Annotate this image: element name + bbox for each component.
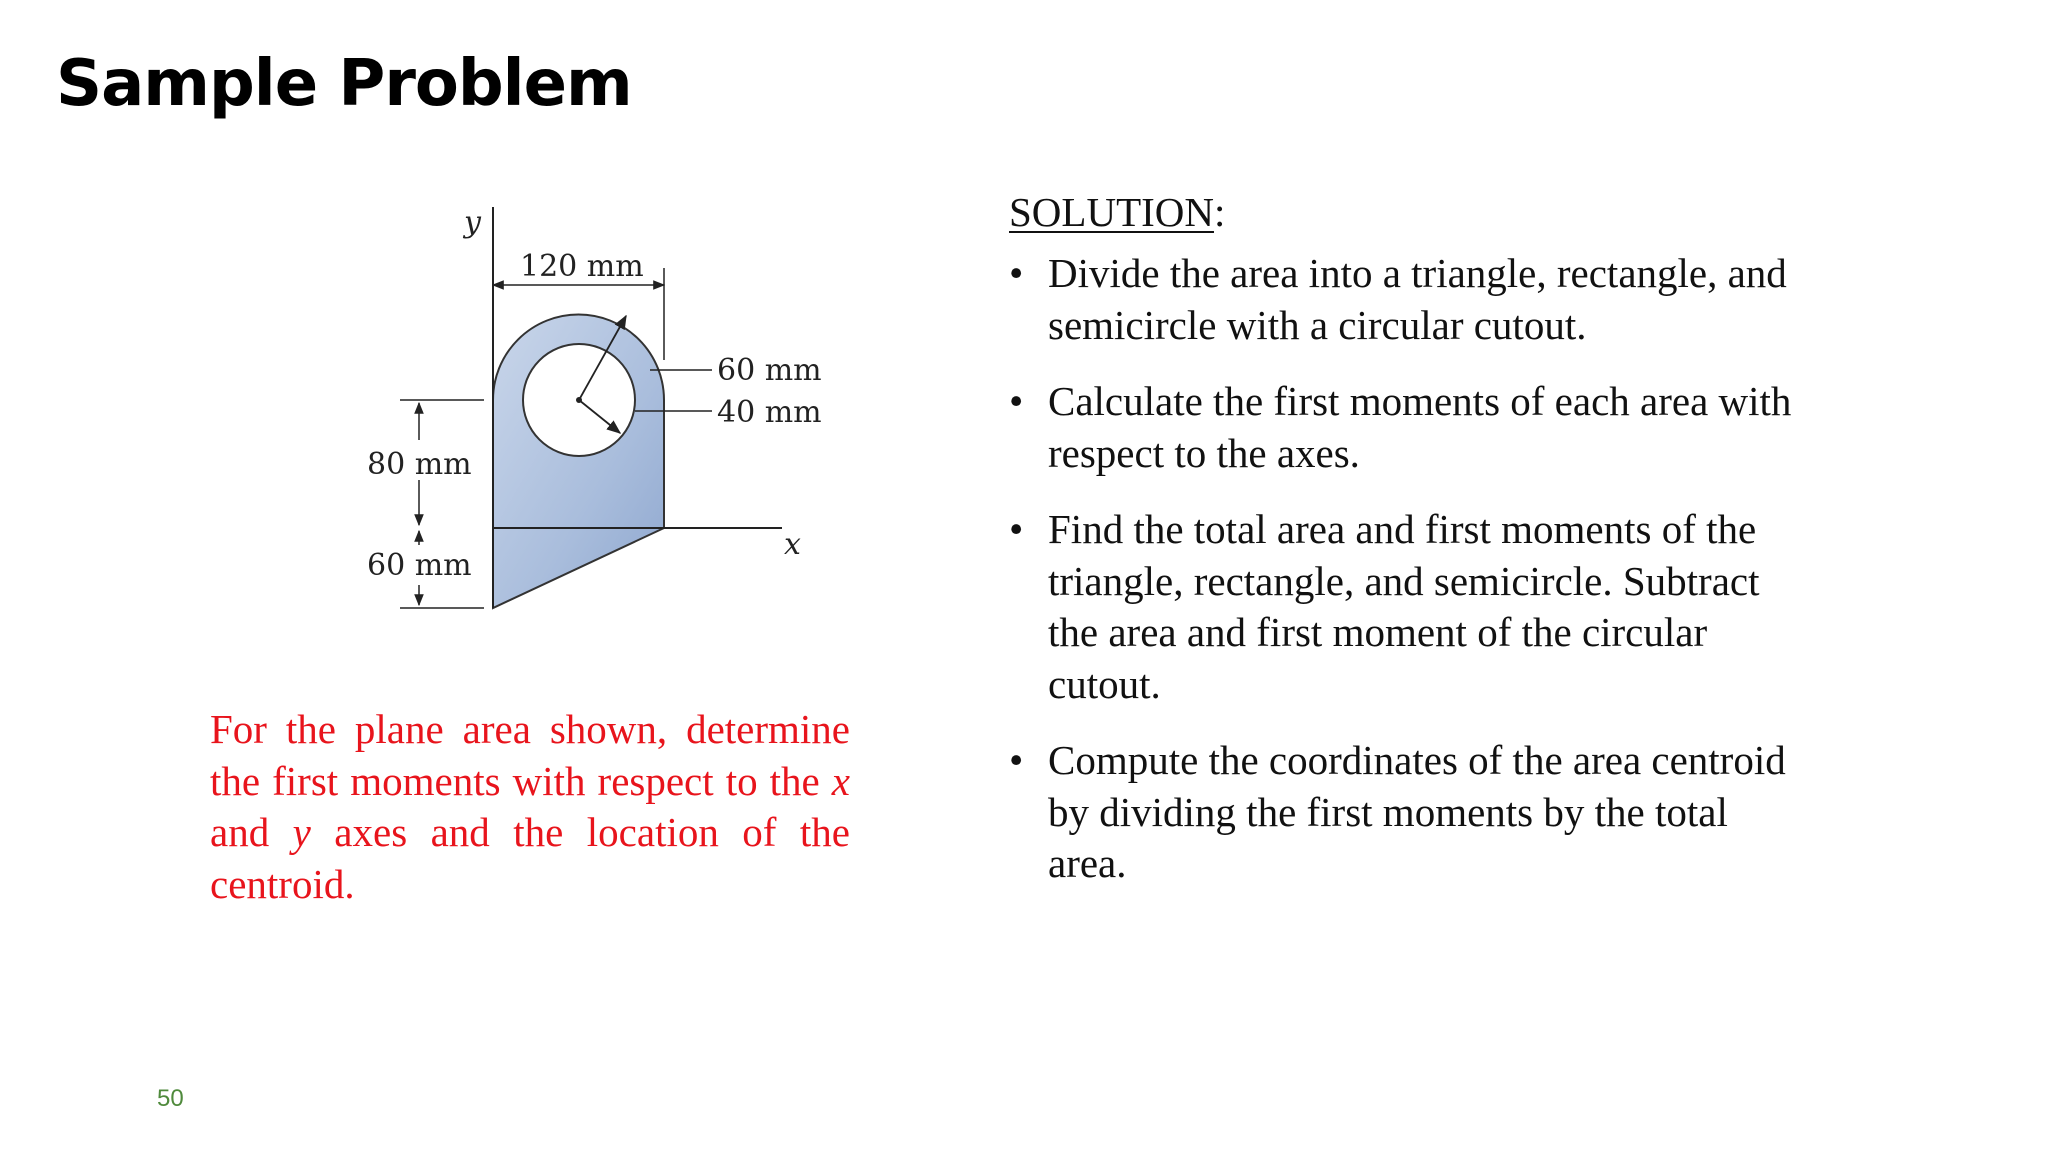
problem-x-var: x <box>831 757 850 804</box>
inner-radius-line <box>579 400 620 433</box>
x-axis-label: x <box>784 527 801 562</box>
bullet-icon: • <box>1009 378 1024 424</box>
solution-step <box>1009 376 1809 479</box>
problem-text-1: For the plane area shown, determine the first moments with respect to the <box>210 706 850 804</box>
dim-triangle-height-label: 60 mm <box>367 548 472 583</box>
solution-heading <box>1009 188 1809 236</box>
solution-step-text: Compute the coordinates of the area centroid by dividing the first moments by the total area. <box>1048 737 1786 886</box>
solution-step-text: Divide the area into a triangle, rectangle, and semicircle with a circular cutout. <box>1048 250 1787 348</box>
problem-statement <box>210 704 850 910</box>
slide-title: Sample Problem <box>56 47 632 121</box>
solution-step <box>1009 504 1809 710</box>
solution-step-text: Find the total area and first moments of the triangle, rectangle, and semicircle. Subtract the area and first moment of the circular cutout. <box>1048 506 1760 707</box>
problem-text-2: axes and the location of the centroid. <box>210 809 851 907</box>
dim-inner-radius-label: 40 mm <box>717 395 822 430</box>
solution-step <box>1009 248 1809 351</box>
problem-y-var: y <box>292 809 311 855</box>
shaded-area <box>493 315 664 608</box>
solution-steps <box>1009 248 1809 890</box>
plane-area-figure <box>340 190 860 630</box>
solution-step-text: Calculate the first moments of each area with respect to the axes. <box>1048 378 1792 476</box>
bullet-icon: • <box>1009 250 1024 296</box>
page-number: 50 <box>157 1085 184 1112</box>
solution-panel <box>1009 188 1809 915</box>
dim-outer-radius-label: 60 mm <box>717 353 822 388</box>
dim-width-label: 120 mm <box>520 249 644 284</box>
problem-text-and: and <box>210 809 293 855</box>
solution-heading-colon: : <box>1213 189 1226 235</box>
solution-step <box>1009 735 1809 890</box>
bullet-icon: • <box>1009 737 1024 783</box>
solution-heading-text: SOLUTION <box>1009 189 1214 235</box>
dim-rect-height-label: 80 mm <box>367 447 472 482</box>
y-axis-label: y <box>464 205 481 240</box>
bullet-icon: • <box>1009 506 1024 552</box>
